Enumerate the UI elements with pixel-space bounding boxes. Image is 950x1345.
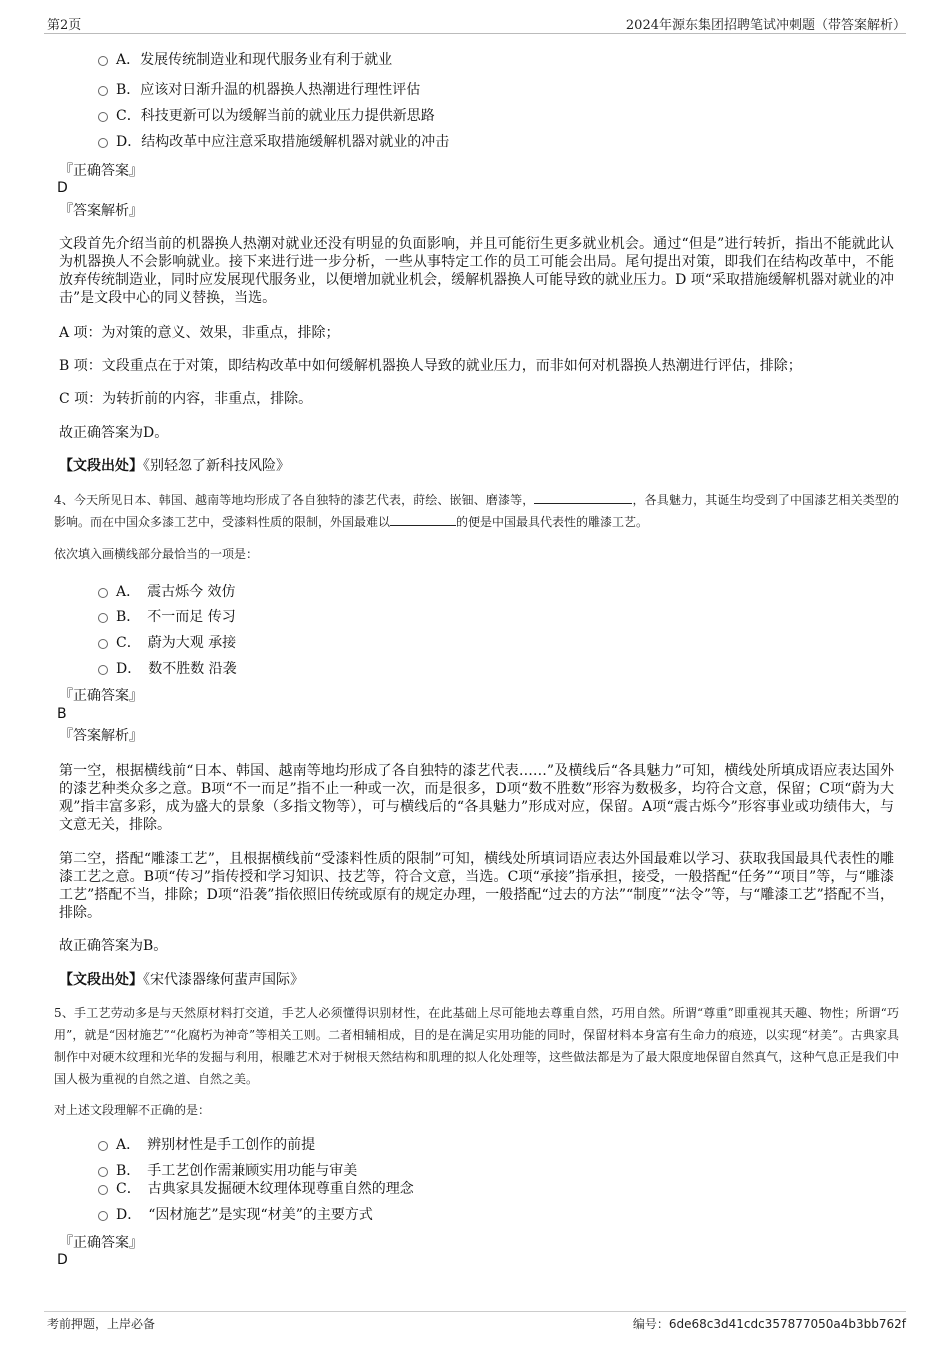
radio-icon[interactable] [98, 1185, 108, 1195]
source-label: 【文段出处】 [59, 972, 143, 988]
q4-analysis-label: 『答案解析』 [59, 728, 143, 744]
radio-icon[interactable] [98, 56, 108, 66]
q5-option-c[interactable]: C． 古典家具发掘硬木纹理体现尊重自然的理念 [98, 1180, 414, 1198]
fill-blank-2[interactable] [390, 513, 456, 526]
q3-option-a[interactable]: A．发展传统制造业和现代服务业有利于就业 [98, 51, 392, 69]
q3-analysis-label: 『答案解析』 [59, 203, 143, 219]
radio-icon[interactable] [98, 112, 108, 122]
q4-option-a[interactable]: A． 震古烁今 效仿 [98, 583, 236, 601]
header-divider [44, 33, 906, 34]
fill-blank-1[interactable] [534, 491, 632, 504]
q5-answer-label: 『正确答案』 [59, 1235, 143, 1251]
q4-stem: 4、今天所见日本、韩国、越南等地均形成了各自独特的漆艺代表，莳绘、嵌钿、磨漆等， ，各具魅力，其诞生均受到了中国漆艺相关类型的影响。而在中国众多漆工艺中，受漆料性质的限制，外国最难以 的便是中国最具代表性的雕漆工艺。 [54, 493, 899, 529]
q5-stem: 5、手工艺劳动多是与天然原材料打交道，手艺人必须懂得识别材性，在此基础上尽可能地去尊重自然，巧用自然。所谓“尊重”即重视其天趣、物性；所谓“巧用”，就是“因材施艺”“化腐朽为神奇”等相关工则。二者相辅相成，目的是在满足实用功能的同时，保留材料本身富有生命力的痕迹，以实现“材美”。古典家具制作中对硬木纹理和光华的发掘与利用，根雕艺术对于树根天然结构和肌理的拟人化处理等，这些做法都是为了最大限度地保留自然真气，这种气息正是我们中国人极为重视的自然之道、自然之美。 [54, 1006, 899, 1086]
radio-icon[interactable] [98, 665, 108, 675]
q4-option-c[interactable]: C． 蔚为大观 承接 [98, 634, 236, 652]
q3-option-d[interactable]: D．结构改革中应注意采取措施缓解机器对就业的冲击 [98, 133, 449, 151]
q3-answer-label: 『正确答案』 [59, 163, 143, 179]
document-code: 编号：6de68c3d41cdc357877050a4b3bb762f [632, 1317, 906, 1331]
source-title: 《宋代漆器缘何蜚声国际》 [143, 972, 304, 988]
q3-conclusion: 故正确答案为D。 [59, 425, 169, 441]
q4-answer-label: 『正确答案』 [59, 688, 143, 704]
radio-icon[interactable] [98, 1167, 108, 1177]
radio-icon[interactable] [98, 86, 108, 96]
q5-option-d[interactable]: D． “因材施艺”是实现“材美”的主要方式 [98, 1206, 373, 1224]
page-number: 第2页 [47, 18, 82, 33]
q4-analysis-p1: 第一空，根据横线前“日本、韩国、越南等地均形成了各自独特的漆艺代表……”及横线后“各具魅力”可知，横线处所填成语应表达国外的漆艺种类众多之意。B项“不一而足”指不止一种或一次，而是很多，D项“数不胜数”形容为数极多，均符合文意，保留；C项“蔚为大观”指丰富多彩，成为盛大的景象（多指文物等），可与横线后的“各具魅力”形成对应，保留。A项“震古烁今”形容事业或功绩伟大，与文意无关，排除。 [59, 763, 894, 833]
radio-icon[interactable] [98, 1141, 108, 1151]
q3-analysis-a: A 项：为对策的意义、效果，非重点，排除； [59, 325, 340, 341]
radio-icon[interactable] [98, 613, 108, 623]
footer-slogan: 考前押题，上岸必备 [47, 1317, 156, 1331]
q3-analysis-text: 文段首先介绍当前的机器换人热潮对就业还没有明显的负面影响，并且可能衍生更多就业机会。通过“但是”进行转折，指出不能就此认为机器换人不会影响就业。接下来进行进一步分析，一些从事特定工作的员工可能会出局。尾句提出对策，即我们在结构改革中，不能放弃传统制造业，同时应发展现代服务业，以便增加就业机会，缓解机器换人可能导致的就业压力。D 项“采取措施缓解机器对就业的冲击”是文段中心的同义替换，当选。 [59, 236, 894, 306]
radio-icon[interactable] [98, 588, 108, 598]
q4-option-d[interactable]: D． 数不胜数 沿袭 [98, 660, 237, 678]
q4-prompt: 依次填入画横线部分最恰当的一项是： [54, 547, 259, 561]
source-label: 【文段出处】 [59, 458, 143, 474]
footer-divider [44, 1311, 906, 1312]
q4-analysis-p2: 第二空，搭配“雕漆工艺”，且根据横线前“受漆料性质的限制”可知，横线处所填词语应表达外国最难以学习、获取我国最具代表性的雕漆工艺之意。B项“传习”指传授和学习知识、技艺等，符合文意，当选。C项“承接”指承担，接受，一般搭配“任务”“项目”等，与“雕漆工艺”搭配不当，排除；D项“沿袭”指依照旧传统或原有的规定办理，一般搭配“过去的方法”“制度”“法令”等，与“雕漆工艺”搭配不当，排除。 [59, 851, 894, 921]
q5-option-a[interactable]: A． 辨别材性是手工创作的前提 [98, 1136, 315, 1154]
q5-option-b[interactable]: B． 手工艺创作需兼顾实用功能与审美 [98, 1162, 357, 1180]
radio-icon[interactable] [98, 639, 108, 649]
q3-answer: D [57, 180, 68, 196]
q3-analysis-c: C 项：为转折前的内容，非重点，排除。 [59, 391, 313, 407]
radio-icon[interactable] [98, 1211, 108, 1221]
radio-icon[interactable] [98, 138, 108, 148]
q3-option-c[interactable]: C．科技更新可以为缓解当前的就业压力提供新思路 [98, 107, 435, 125]
q5-answer: D [57, 1252, 68, 1268]
q3-option-b[interactable]: B．应该对日渐升温的机器换人热潮进行理性评估 [98, 81, 420, 99]
document-title: 2024年源东集团招聘笔试冲刺题（带答案解析） [625, 18, 906, 33]
q3-analysis-b: B 项：文段重点在于对策，即结构改革中如何缓解机器换人导致的就业压力，而非如何对机器换人热潮进行评估，排除； [59, 358, 802, 374]
q5-prompt: 对上述文段理解不正确的是： [54, 1103, 211, 1117]
q3-source [59, 457, 894, 475]
q4-option-b[interactable]: B． 不一而足 传习 [98, 608, 236, 626]
q4-source [59, 971, 894, 989]
q4-conclusion: 故正确答案为B。 [59, 938, 168, 954]
source-title: 《别轻忽了新科技风险》 [143, 458, 290, 474]
q4-answer: B [57, 706, 67, 722]
